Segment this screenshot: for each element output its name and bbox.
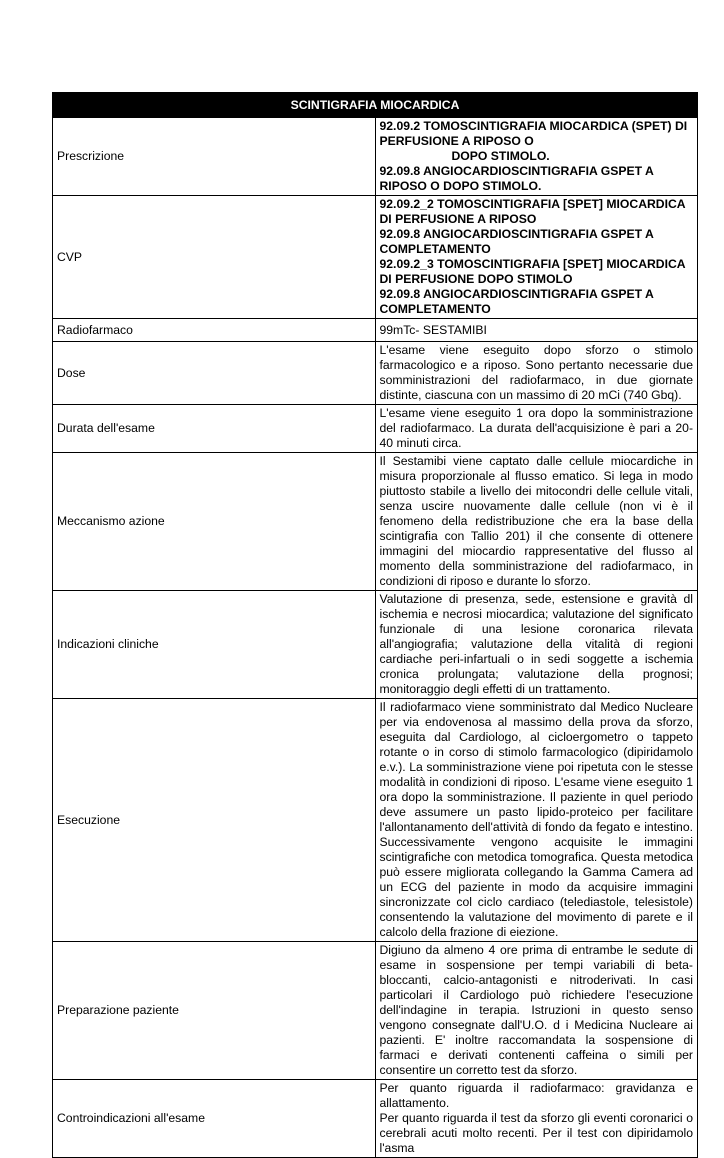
row-value-cvp	[375, 196, 698, 319]
row-value-prescrizione	[375, 118, 698, 196]
row-label-controindicazioni: Controindicazioni all'esame	[53, 1080, 376, 1158]
controindicazioni-line: Per quanto riguarda il test da sforzo gli eventi coronarici o cerebrali acuti molto recenti. Per il test con dipiridamolo l'asma	[379, 1111, 693, 1155]
cvp-line: 92.09.8 ANGIOCARDIOSCINTIGRAFIA GSPET A COMPLETAMENTO	[379, 287, 654, 316]
scintigrafia-table	[52, 92, 698, 1158]
row-label-radiofarmaco: Radiofarmaco	[53, 319, 376, 342]
row-value-controindicazioni	[375, 1080, 698, 1158]
prescrizione-line: 92.09.2 TOMOSCINTIGRAFIA MIOCARDICA (SPET) DI PERFUSIONE A RIPOSO O	[379, 119, 688, 148]
cvp-line: 92.09.2_3 TOMOSCINTIGRAFIA [SPET] MIOCARDICA DI PERFUSIONE DOPO STIMOLO	[379, 257, 686, 286]
row-value-durata: L'esame viene eseguito 1 ora dopo la somministrazione del radiofarmaco. La durata dell'acquisizione è pari a 20-40 minuti circa.	[375, 405, 698, 453]
row-label-dose: Dose	[53, 342, 376, 405]
row-value-indicazioni: Valutazione di presenza, sede, estensione e gravità dl ischemia e necrosi miocardica; valutazione del significato funzionale di una lesione coronarica rilevata all'angiografia; valutazione della vitalità di regioni cardiache peri-infartuali o in sedi soggette a ischemia cronica prolungata; valutazione della prognosi; monitoraggio degli effetti di un trattamento.	[375, 591, 698, 699]
cvp-line: 92.09.2_2 TOMOSCINTIGRAFIA [SPET] MIOCARDICA DI PERFUSIONE A RIPOSO	[379, 197, 686, 226]
row-value-meccanismo: Il Sestamibi viene captato dalle cellule miocardiche in misura proporzionale al flusso ematico. Si lega in modo piuttosto stabile a livello dei mitocondri delle cellule vitali, senza uscire nuovamente dalle cellule (non vi è il fenomeno della redistribuzione che era la base della scintigrafia con Tallio 201) il che consente di ottenere immagini del miocardio rappresentative del flusso al momento della somministrazione del radiofarmaco, in condizioni di riposo e durante lo sforzo.	[375, 453, 698, 591]
row-value-radiofarmaco: 99mTc- SESTAMIBI	[375, 319, 698, 342]
row-label-indicazioni: Indicazioni cliniche	[53, 591, 376, 699]
row-value-esecuzione: Il radiofarmaco viene somministrato dal Medico Nucleare per via endovenosa al massimo della prova da sforzo, eseguita dal Cardiologo, al cicloergometro o tappeto rotante o in corso di stimolo farmacologico (dipiridamolo e.v.). La somministrazione viene poi ripetuta con le stesse modalità in condizioni di riposo. L'esame viene eseguito 1 ora dopo la somministrazione. Il paziente in quel periodo deve assumere un pasto lipido-proteico per facilitare l'allontanamento dell'attività di fondo da fegato e intestino. Successivamente vengono acquisite le immagini scintigrafiche con metodica tomografica. Questa metodica può essere migliorata collegando la Gamma Camera ad un ECG del paziente in modo da acquisire immagini sincronizzate col ciclo cardiaco (telediastole, telesistole) consentendo la valutazione del movimento di parete e il calcolo della frazione di eiezione.	[375, 699, 698, 942]
row-value-dose: L'esame viene eseguito dopo sforzo o stimolo farmacologico e a riposo. Sono pertanto necessarie due somministrazioni del radiofarmaco, in due giornate distinte, ciascuna con un massimo di 20 mCi (740 Gbq).	[375, 342, 698, 405]
row-label-cvp: CVP	[53, 196, 376, 319]
prescrizione-line: DOPO STIMOLO.	[451, 149, 550, 163]
prescrizione-line: 92.09.8 ANGIOCARDIOSCINTIGRAFIA GSPET A RIPOSO O DOPO STIMOLO.	[379, 164, 654, 193]
table-title: SCINTIGRAFIA MIOCARDICA	[53, 93, 698, 118]
row-label-meccanismo: Meccanismo azione	[53, 453, 376, 591]
row-label-durata: Durata dell'esame	[53, 405, 376, 453]
row-label-esecuzione: Esecuzione	[53, 699, 376, 942]
row-value-preparazione: Digiuno da almeno 4 ore prima di entrambe le sedute di esame in sospensione per tempi variabili di beta-bloccanti, calcio-antagonisti e nitroderivati. In casi particolari il Cardiologo può richiedere l'esecuzione dell'indagine in terapia. Istruzioni in questo senso vengono consegnate dall'U.O. d i Medicina Nucleare ai pazienti. E' inoltre raccomandata la sospensione di farmaci e derivati contenenti caffeina o simili per consentire un corretto test da sforzo.	[375, 942, 698, 1080]
row-label-preparazione: Preparazione paziente	[53, 942, 376, 1080]
row-label-prescrizione: Prescrizione	[53, 118, 376, 196]
cvp-line: 92.09.8 ANGIOCARDIOSCINTIGRAFIA GSPET A COMPLETAMENTO	[379, 227, 654, 256]
controindicazioni-line: Per quanto riguarda il radiofarmaco: gravidanza e allattamento.	[379, 1081, 693, 1110]
